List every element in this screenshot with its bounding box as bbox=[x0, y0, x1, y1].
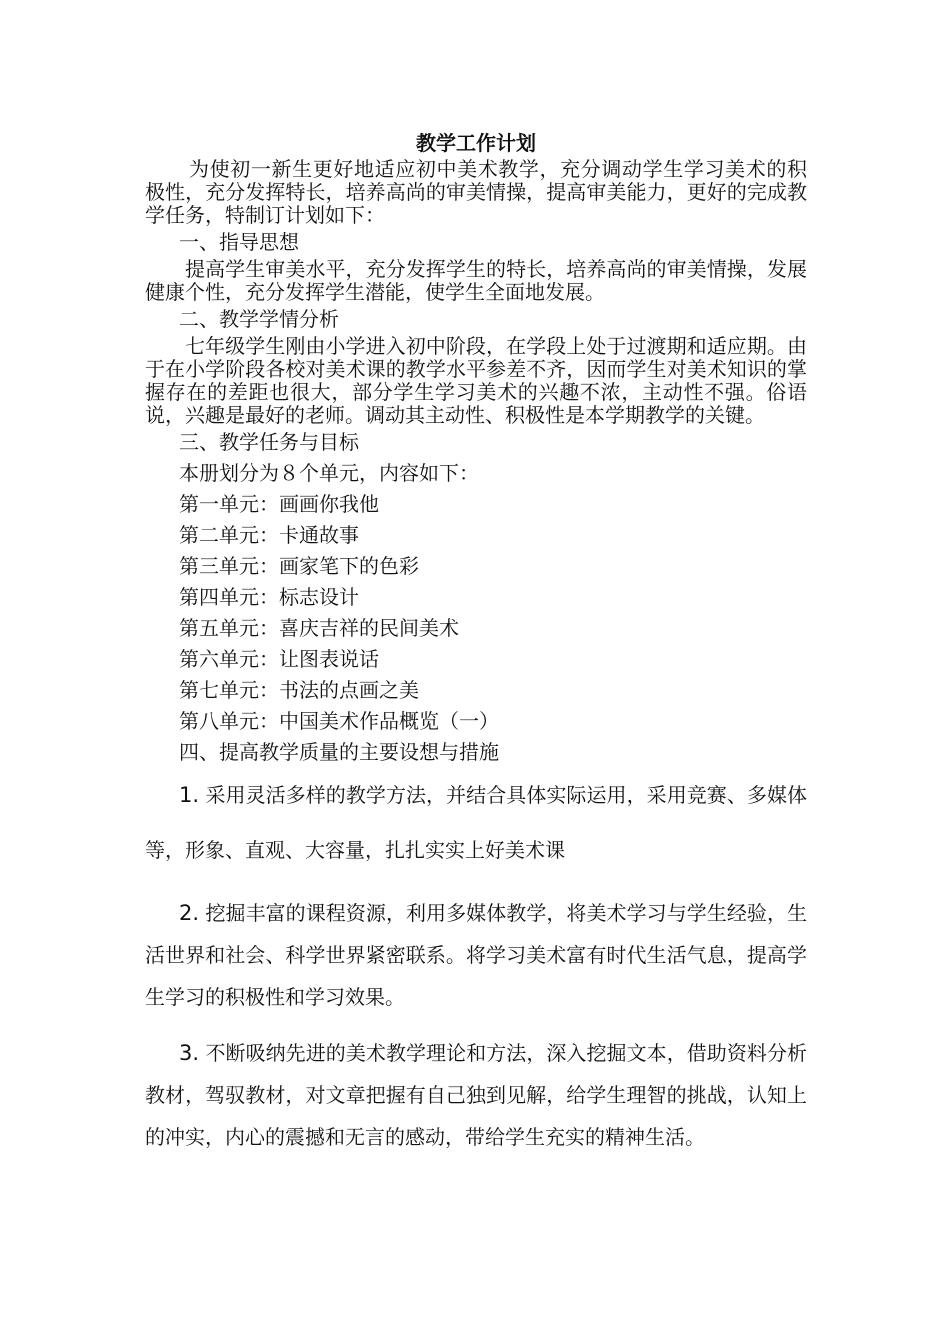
section-2-body: 七年级学生刚由小学进入初中阶段，在学段上处于过渡期和适应期。由于在小学阶段各校对美术课的教学水平参差不齐，因而学生对美术知识的掌握存在的差距也很大，部分学生学习美术的兴趣不浓，主动性不强。俗语说，兴趣是最好的老师。调动其主动性、积极性是本学期教学的关键。 bbox=[145, 334, 807, 427]
unit-item-1: 第一单元：画画你我他 bbox=[179, 492, 379, 516]
unit-item-3: 第三单元：画家笔下的色彩 bbox=[179, 554, 419, 578]
section-1-heading: 一、指导思想 bbox=[179, 230, 299, 254]
measure-text-1: 采用灵活多样的教学方法，并结合具体实际运用，采用竞赛、多媒体等，形象、直观、大容量，扎扎实实上好美术课 bbox=[145, 783, 808, 862]
unit-item-4: 第四单元：标志设计 bbox=[179, 585, 359, 609]
measure-number-3: 3. bbox=[179, 1041, 200, 1065]
measure-item-3 bbox=[145, 1032, 807, 1158]
measure-text-2: 挖掘丰富的课程资源，利用多媒体教学，将美术学习与学生经验，生活世界和社会、科学世界紧密联系。将学习美术富有时代生活气息，提高学生学习的积极性和学习效果。 bbox=[145, 901, 808, 1009]
measure-text-3: 不断吸纳先进的美术教学理论和方法，深入挖掘文本，借助资料分析教材，驾驭教材，对文章把握有自己独到见解，给学生理智的挑战，认知上的冲实，内心的震撼和无言的感动，带给学生充实的精神生活。 bbox=[145, 1041, 808, 1149]
unit-item-5: 第五单元：喜庆吉祥的民间美术 bbox=[179, 616, 459, 640]
unit-item-2: 第二单元：卡通故事 bbox=[179, 523, 359, 547]
unit-item-6: 第六单元：让图表说话 bbox=[179, 647, 379, 671]
measure-number-1: 1. bbox=[179, 783, 200, 807]
measure-item-1 bbox=[145, 768, 807, 878]
section-1-body: 提高学生审美水平，充分发挥学生的特长，培养高尚的审美情操，发展健康个性，充分发挥学生潜能，使学生全面地发展。 bbox=[145, 257, 807, 304]
section-2-heading: 二、教学学情分析 bbox=[179, 307, 339, 331]
measure-item-2 bbox=[145, 892, 807, 1018]
document-title: 教学工作计划 bbox=[416, 131, 536, 155]
section-3-heading: 三、教学任务与目标 bbox=[179, 430, 359, 454]
section-3-intro: 本册划分为８个单元，内容如下： bbox=[179, 461, 479, 485]
unit-item-8: 第八单元：中国美术作品概览（一） bbox=[179, 709, 499, 733]
document-page bbox=[145, 128, 807, 1158]
unit-item-7: 第七单元：书法的点画之美 bbox=[179, 678, 419, 702]
measure-number-2: 2. bbox=[179, 901, 200, 925]
intro-paragraph: 为使初一新生更好地适应初中美术教学，充分调动学生学习美术的积极性，充分发挥特长，培养高尚的审美情操，提高审美能力，更好的完成教学任务，特制订计划如下： bbox=[145, 157, 807, 227]
section-4-heading: 四、提高教学质量的主要设想与措施 bbox=[179, 740, 499, 764]
